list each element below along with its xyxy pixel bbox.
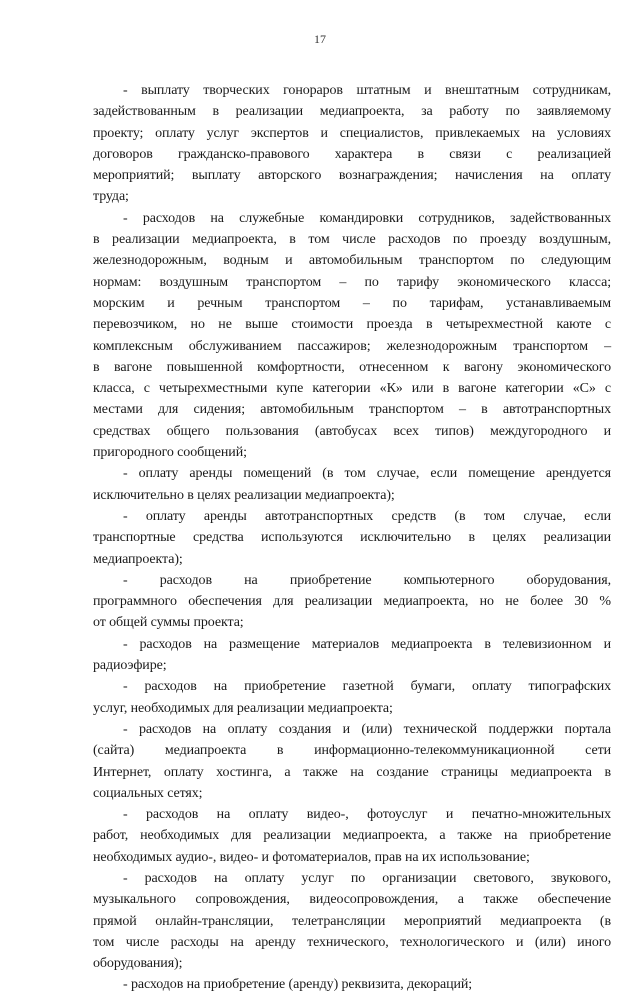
list-paragraph: [93, 974, 611, 995]
paragraph-line: Интернет, оплату хостинга, а также на создание страницы медиапроекта в: [93, 764, 611, 780]
list-paragraph: [93, 868, 611, 974]
paragraph-line: - оплату аренды помещений (в том случае, если помещение арендуется: [123, 466, 611, 482]
paragraph-line: - оплату аренды автотранспортных средств (в том случае, если: [123, 508, 611, 524]
paragraph-line: - расходов на оплату видео-, фотоуслуг и печатно-множительных: [123, 807, 611, 823]
list-paragraph: [93, 80, 611, 208]
paragraph-line: нормам: воздушным транспортом – по тарифу экономического класса;: [93, 274, 611, 290]
paragraph-line: в вагоне повышенной комфортности, отнесенном к вагону экономического: [93, 359, 611, 375]
paragraph-line: класса, с четырехместными купе категории «К» или в вагоне категории «С» с: [93, 381, 611, 397]
paragraph-line: мероприятий; выплату авторского вознаграждения; начисления на оплату: [93, 168, 611, 184]
paragraph-line: необходимых аудио-, видео- и фотоматериалов, прав на их использование;: [93, 849, 530, 865]
paragraph-line: - расходов на размещение материалов медиапроекта в телевизионном и: [123, 636, 611, 652]
paragraph-line: перевозчиком, но не выше стоимости проезда в четырехместной каюте с: [93, 317, 611, 333]
list-paragraph: [93, 676, 611, 719]
paragraph-line: (сайта) медиапроекта в информационно-телекоммуникационной сети: [93, 743, 611, 759]
list-paragraph: [93, 570, 611, 634]
paragraph-line: оборудования);: [93, 956, 183, 972]
list-paragraph: [93, 634, 611, 677]
paragraph-line: проекту; оплату услуг экспертов и специалистов, привлекаемых на условиях: [93, 125, 611, 141]
paragraph-line: прямой онлайн-трансляции, телетрансляции мероприятий медиапроекта (в: [93, 913, 611, 929]
paragraph-line: музыкального сопровождения, видеосопровождения, а также обеспечение: [93, 892, 611, 908]
paragraph-line: комплексным обслуживанием пассажиров; железнодорожным транспортом –: [93, 338, 611, 354]
paragraph-line: медиапроекта);: [93, 551, 183, 567]
page-number: 17: [314, 32, 326, 46]
paragraph-line: - расходов на оплату услуг по организации светового, звукового,: [123, 870, 611, 886]
paragraph-line: от общей суммы проекта;: [93, 615, 244, 631]
paragraph-line: услуг, необходимых для реализации медиапроекта;: [93, 700, 393, 716]
paragraph-line: - расходов на приобретение газетной бумаги, оплату типографских: [123, 679, 611, 695]
paragraph-line: в реализации медиапроекта, в том числе расходов по проезду воздушным,: [93, 232, 611, 248]
paragraph-line: средствах общего пользования (автобусах всех типов) междугородного и: [93, 423, 611, 439]
paragraph-line: пригородного сообщений;: [93, 445, 247, 461]
list-paragraph: [93, 804, 611, 868]
document-body: [93, 80, 611, 996]
paragraph-line: договоров гражданско-правового характера в связи с реализацией: [93, 146, 611, 162]
paragraph-line: исключительно в целях реализации медиапроекта);: [93, 487, 395, 503]
list-paragraph: [93, 208, 611, 464]
paragraph-line: - выплату творческих гонораров штатным и внештатным сотрудникам,: [123, 83, 611, 98]
paragraph-line: - расходов на служебные командировки сотрудников, задействованных: [123, 210, 611, 226]
paragraph-line: - расходов на приобретение компьютерного оборудования,: [123, 572, 611, 588]
paragraph-line: морским и речным транспортом – по тарифам, устанавливаемым: [93, 295, 611, 311]
paragraph-line: - расходов на приобретение (аренду) реквизита, декораций;: [123, 977, 473, 993]
list-paragraph: [93, 506, 611, 570]
paragraph-line: том числе расходы на аренду технического, технологического и (или) иного: [93, 934, 611, 950]
paragraph-line: транспортные средства используются исключительно в целях реализации: [93, 530, 611, 546]
paragraph-line: - расходов на оплату создания и (или) технической поддержки портала: [123, 721, 611, 737]
paragraph-line: радиоэфире;: [93, 658, 167, 674]
list-paragraph: [93, 463, 611, 506]
paragraph-line: программного обеспечения для реализации медиапроекта, но не более 30 %: [93, 594, 611, 610]
paragraph-line: социальных сетях;: [93, 785, 203, 801]
paragraph-line: местами для сидения; автомобильным транспортом – в автотранспортных: [93, 402, 611, 418]
paragraph-line: труда;: [93, 189, 129, 205]
paragraph-line: железнодорожным, водным и автомобильным транспортом по следующим: [93, 253, 611, 269]
list-paragraph: [93, 719, 611, 804]
paragraph-line: работ, необходимых для реализации медиапроекта, а также на приобретение: [93, 828, 611, 844]
paragraph-line: задействованным в реализации медиапроекта, за работу по заявляемому: [93, 104, 611, 120]
